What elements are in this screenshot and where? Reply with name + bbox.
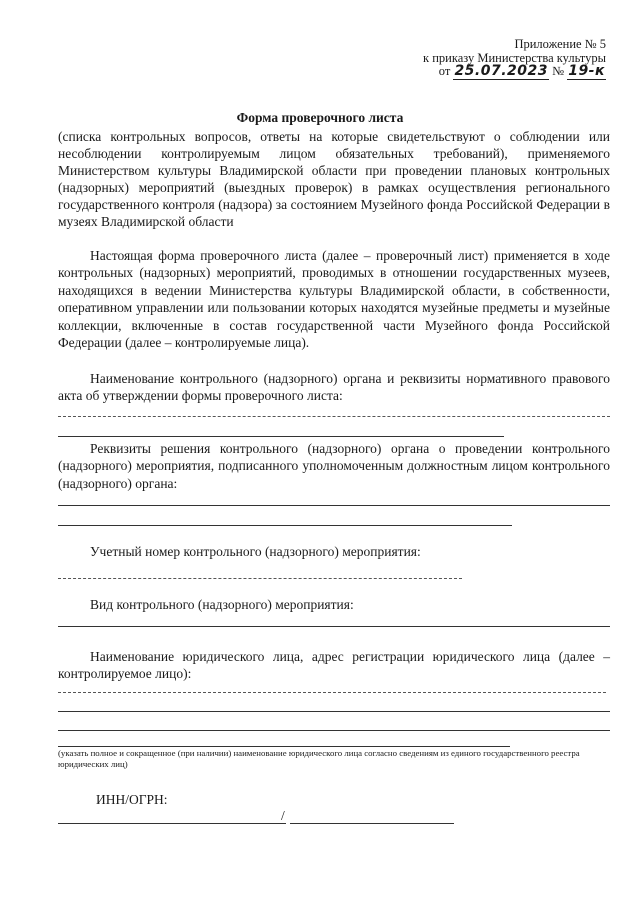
appendix-header: [423, 38, 606, 79]
appendix-order-date-line: [423, 65, 606, 79]
item-decision-details: Реквизиты решения контрольного (надзорного) органа о проведении контрольного (надзорного) мероприятия, подписанного уполномоченным должностным лицом контрольного (надзорного) органа:: [58, 441, 610, 491]
item-legal-entity: Наименование юридического лица, адрес регистрации юридического лица (далее – контролируемое лицо):: [58, 649, 610, 682]
fill-line: [58, 746, 510, 747]
fill-line: [58, 505, 610, 506]
fill-line: [58, 416, 610, 417]
form-title: Форма проверочного листа: [236, 110, 404, 125]
appendix-number: Приложение № 5: [514, 37, 606, 51]
order-date-prefix: от: [438, 64, 451, 78]
fill-line: [58, 730, 610, 731]
legal-entity-note: (указать полное и сокращенное (при наличии) наименование юридического лица согласно сведениям из единого государственного реестра юридических лиц): [58, 748, 580, 769]
fill-line: [58, 711, 610, 712]
appendix-order-ref: к приказу Министерства культуры: [423, 50, 606, 65]
item-control-body: Наименование контрольного (надзорного) органа и реквизиты нормативного правового акта об утверждении формы проверочного листа:: [58, 371, 610, 404]
order-date: 25.07.2023: [454, 63, 549, 79]
fill-line: [58, 436, 504, 437]
item-event-type: Вид контрольного (надзорного) мероприятия:: [90, 597, 354, 612]
order-number: 19-к: [568, 63, 605, 79]
item-registration-number: Учетный номер контрольного (надзорного) мероприятия:: [90, 544, 421, 559]
intro-paragraph: Настоящая форма проверочного листа (далее – проверочный лист) применяется в ходе контрольных (надзорных) мероприятий, проводимых в отношении государственных музеев, находящихся в ведении Министерства культуры Владимирской области, в собственности, оперативном управлении или пользовании которых находятся музейные предметы и музейные коллекции, включенные в состав государственной части Музейного фонда Российской Федерации (далее – контролируемые лица).: [58, 248, 610, 351]
fill-line: [58, 525, 512, 526]
form-subtitle: (списка контрольных вопросов, ответы на которые свидетельствуют о соблюдении или несоблюдении контролируемым лицом обязательных требований), применяемого Министерством культуры Владимирской области при проведении плановых контрольных (надзорных) мероприятий (выездных проверок) в рамках осуществления регионального государственного контроля (надзора) за состоянием Музейного фонда Российской Федерации в музеях Владимирской области: [58, 129, 610, 229]
inn-fill-line: [58, 823, 286, 824]
inn-ogrn-separator: /: [281, 808, 285, 823]
fill-line: [58, 692, 606, 693]
fill-line: [58, 626, 610, 627]
inn-ogrn-label: ИНН/ОГРН:: [96, 792, 168, 807]
order-number-label: №: [552, 64, 565, 78]
fill-line: [58, 578, 462, 579]
ogrn-fill-line: [290, 823, 454, 824]
